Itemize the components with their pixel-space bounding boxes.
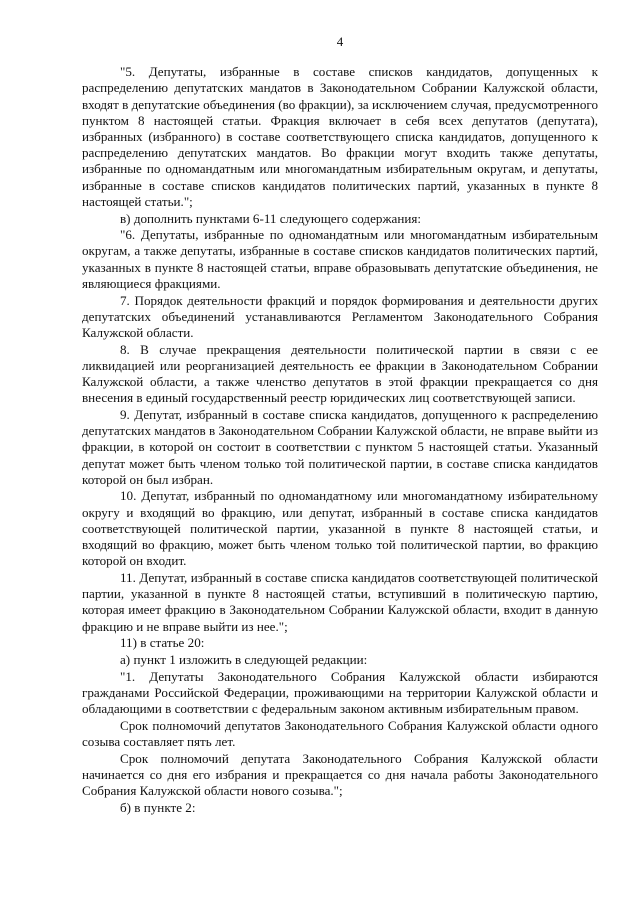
paragraph-term-convocation: Срок полномочий депутатов Законодательного Собрания Калужской области одного созыва составляет пять лет. [82, 717, 598, 750]
paragraph-subpoint-b: б) в пункте 2: [120, 799, 196, 815]
paragraph-item-7: 7. Порядок деятельности фракций и порядок формирования и деятельности других депутатских объединений устанавливаются Регламентом Законодательного Собрания Калужской области. [82, 292, 598, 340]
paragraph-new-item-1: "1. Депутаты Законодательного Собрания Калужской области избираются гражданами Российской Федерации, проживающими на территории Калужской области и обладающими в соответствии с федеральным законом активным избирательным правом. [82, 668, 598, 717]
page-number: 4 [336, 34, 344, 49]
paragraph-subpoint-v: в) дополнить пунктами 6-11 следующего содержания: [120, 210, 421, 226]
paragraph-item-5: "5. Депутаты, избранные в составе списков кандидатов, допущенных к распределению депутатских мандатов в Законодательном Собрании Калужской области, входят в депутатские объединения (во фракции), за исключением случая, предусмотренного пунктом 8 настоящей статьи. Фракция включает в себя всех депутатов (депутата), избранных (избранного) в составе соответствующего списка кандидатов, допущенного к распределению депутатских мандатов. Во фракции могут входить также депутаты, избранные по одномандатным или многомандатным избирательным округам, и депутаты, избранные в составе списков кандидатов политических партий, указанных в пункте 8 настоящей статьи."; [82, 64, 598, 209]
paragraph-item-6: "6. Депутаты, избранные по одномандатным или многомандатным избирательным округам, а также депутаты, избранные в составе списков кандидатов политических партий, указанных в пункте 8 настоящей статьи, вправе образовывать депутатские объединения, не являющиеся фракциями. [82, 227, 598, 291]
paragraph-item-11: 11. Депутат, избранный в составе списка кандидатов соответствующей политической партии, указанной в пункте 8 настоящей статьи, вступивший в политическую партию, которая имеет фракцию в Законодательном Собрании Калужской области, входит в данную фракцию и не вправе выйти из нее."; [82, 570, 598, 634]
paragraph-article-20: 11) в статье 20: [120, 635, 205, 651]
document-body [82, 64, 598, 816]
paragraph-item-9: 9. Депутат, избранный в составе списка кандидатов, допущенного к распределению депутатских мандатов в Законодательном Собрании Калужской области, не вправе выйти из фракции, в которой он состоит в соответствии с пунктом 5 настоящей статьи. Указанный депутат может быть членом только той политической партии, в составе списка кандидатов которой он был избран. [82, 406, 598, 487]
paragraph-subpoint-a: а) пункт 1 изложить в следующей редакции: [120, 652, 368, 668]
paragraph-item-10: 10. Депутат, избранный по одномандатному или многомандатному избирательному округу и входящий во фракцию, или депутат, избранный в составе списка кандидатов соответствующей политической партии, указанной в пункте 8 настоящей статьи, и входящий во фракцию, может быть членом только той политической партии, во фракцию которой он входит. [82, 488, 598, 569]
paragraph-term-deputy: Срок полномочий депутата Законодательного Собрания Калужской области начинается со дня его избрания и прекращается со дня начала работы Законодательного Собрания Калужской области нового созыва."; [82, 750, 598, 799]
paragraph-item-8: 8. В случае прекращения деятельности политической партии в связи с ее ликвидацией или реорганизацией деятельность ее фракции в Законодательном Собрании Калужской области, а также членство депутатов в этой фракции прекращается со дня внесения в единый государственный реестр юридических лиц соответствующей записи. [82, 341, 598, 406]
